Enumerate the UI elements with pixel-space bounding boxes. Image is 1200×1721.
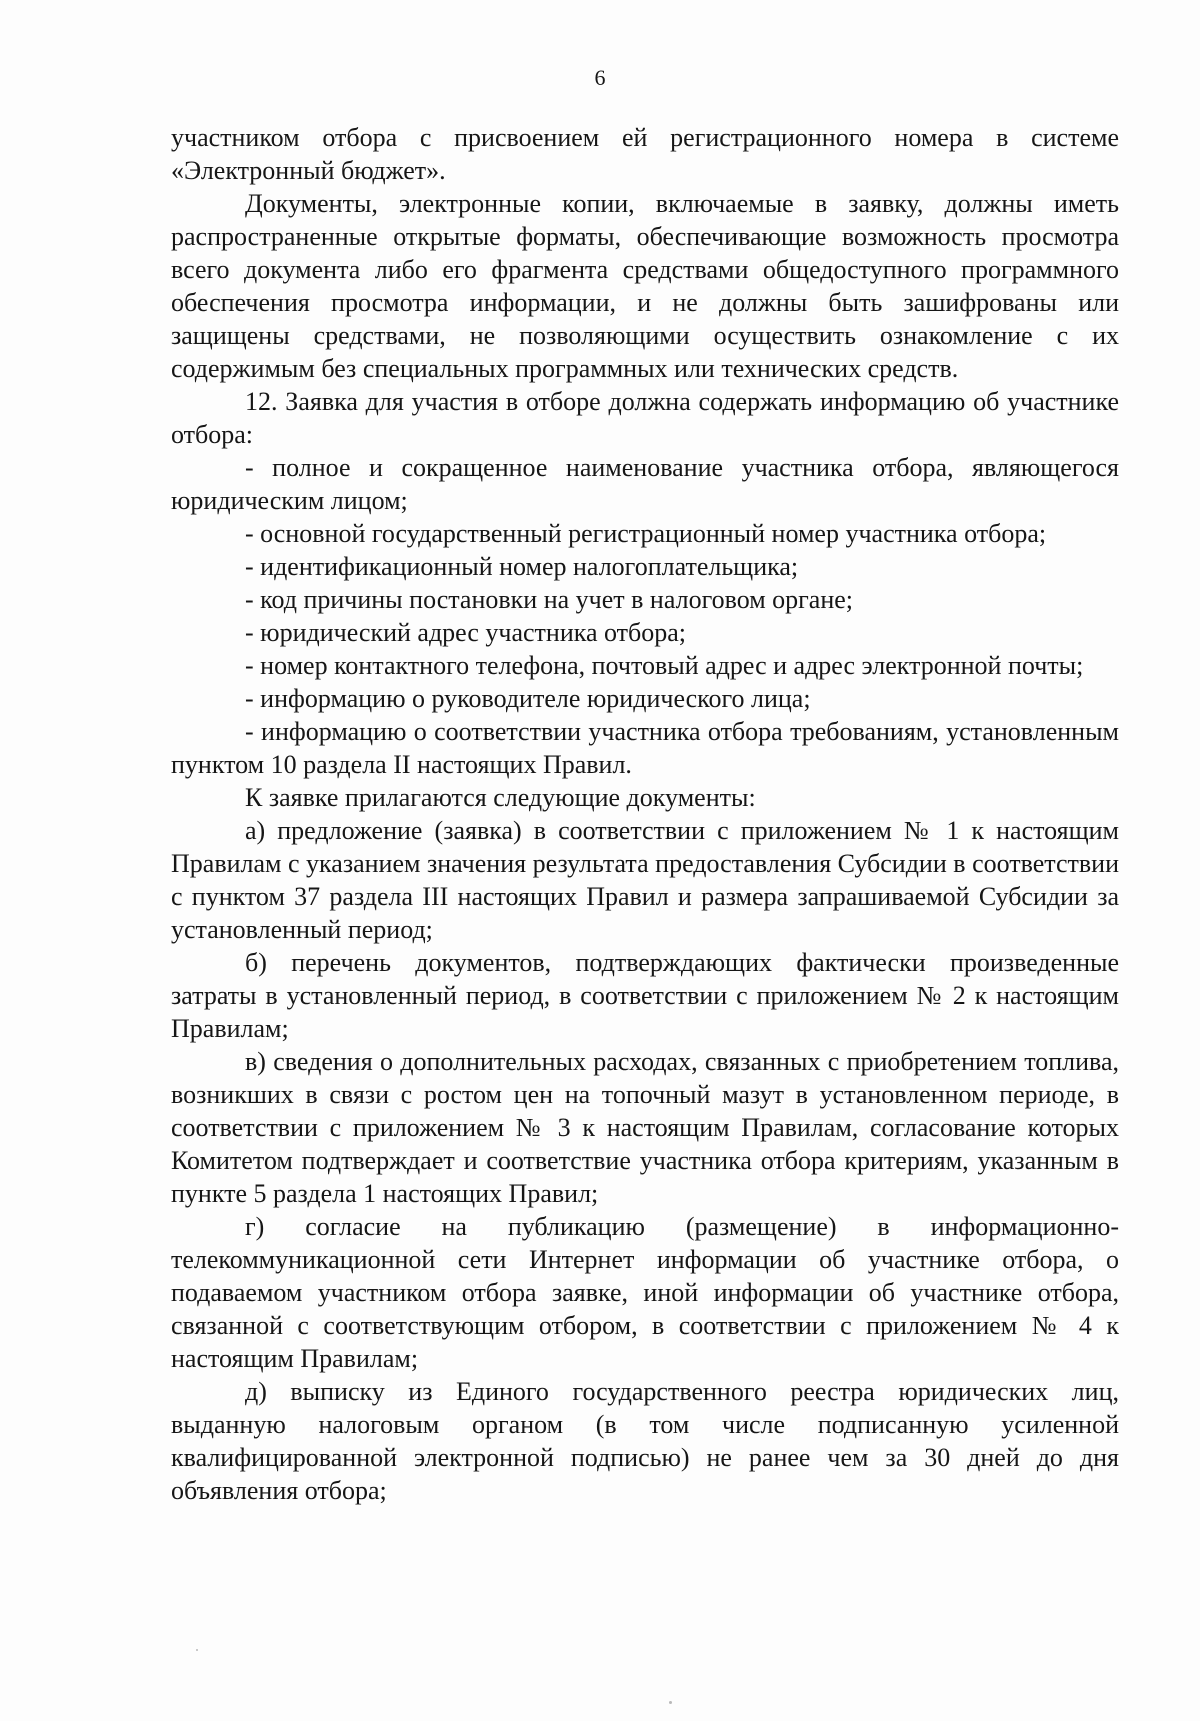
- page-number: 6: [594, 65, 606, 90]
- attachment-item-v: в) сведения о дополнительных расходах, связанных с приобретением топлива, возникших в связи с ростом цен на топочный мазут в установленном периоде, в соответствии с приложением № 3 к настоящим Правилам, согласование которых Комитетом подтверждает и соответствие участника отбора критериям, указанным в пункте 5 раздела 1 настоящих Правил;: [171, 1047, 1119, 1208]
- scan-dust-mark: [196, 1649, 198, 1651]
- attachment-item-b: б) перечень документов, подтверждающих фактически произведенные затраты в установленный период, в соответствии с приложением № 2 к настоящим Правилам;: [171, 948, 1119, 1043]
- list-item-ogrn: - основной государственный регистрационный номер участника отбора;: [245, 519, 1047, 548]
- list-item-requirements-compliance: - информацию о соответствии участника отбора требованиям, установленным пунктом 10 раздела II настоящих Правил.: [171, 717, 1119, 779]
- scan-dust-mark: [669, 1701, 672, 1704]
- list-item-full-name: - полное и сокращенное наименование участника отбора, являющегося юридическим лицом;: [171, 453, 1119, 515]
- paragraph-registration-continuation: участником отбора с присвоением ей регистрационного номера в системе «Электронный бюджет».: [171, 123, 1119, 185]
- attachment-item-g: г) согласие на публикацию (размещение) в информационно-телекоммуникационной сети Интернет информации об участнике отбора, о подаваемом участником отбора заявке, иной информации об участнике отбора, связанной с соответствующим отбором, в соответствии с приложением № 4 к настоящим Правилам;: [171, 1212, 1119, 1373]
- list-item-contacts: - номер контактного телефона, почтовый адрес и адрес электронной почты;: [245, 651, 1084, 680]
- paragraph-attachments-intro: К заявке прилагаются следующие документы:: [245, 783, 756, 812]
- list-item-head-info: - информацию о руководителе юридического лица;: [245, 684, 811, 713]
- list-item-kpp: - код причины постановки на учет в налоговом органе;: [245, 585, 854, 614]
- attachment-item-a: а) предложение (заявка) в соответствии с приложением № 1 к настоящим Правилам с указанием значения результата предоставления Субсидии в соответствии с пунктом 37 раздела III настоящих Правил и размера запрашиваемой Субсидии за установленный период;: [171, 816, 1119, 944]
- paragraph-item-12-intro: 12. Заявка для участия в отборе должна содержать информацию об участнике отбора:: [171, 387, 1119, 449]
- paragraph-document-formats: Документы, электронные копии, включаемые в заявку, должны иметь распространенные открытые форматы, обеспечивающие возможность просмотра всего документа либо его фрагмента средствами общедоступного программного обеспечения просмотра информации, и не должны быть зашифрованы или защищены средствами, не позволяющими осуществить ознакомление с их содержимым без специальных программных или технических средств.: [171, 189, 1119, 383]
- list-item-inn: - идентификационный номер налогоплательщика;: [245, 552, 799, 581]
- document-body: [171, 121, 1119, 1507]
- list-item-legal-address: - юридический адрес участника отбора;: [245, 618, 687, 647]
- attachment-item-d: д) выписку из Единого государственного реестра юридических лиц, выданную налоговым органом (в том числе подписанную усиленной квалифицированной электронной подписью) не ранее чем за 30 дней до дня объявления отбора;: [171, 1377, 1119, 1505]
